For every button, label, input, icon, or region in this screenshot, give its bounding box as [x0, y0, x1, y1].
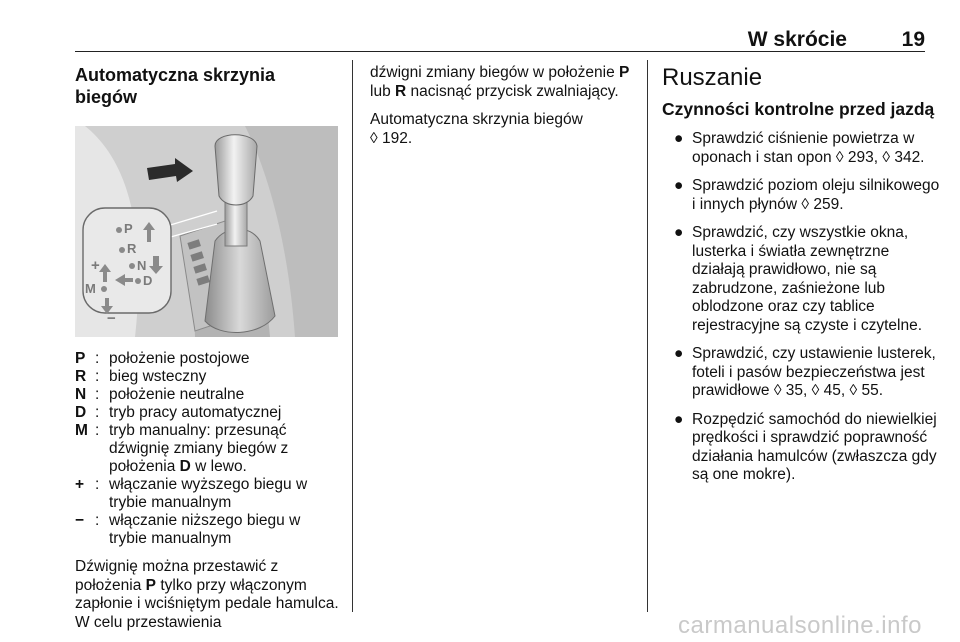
bullet-icon: ●	[674, 130, 684, 147]
column-1	[75, 64, 340, 632]
legend-key: −	[75, 512, 85, 529]
legend-desc-bold: D	[179, 458, 191, 475]
paragraph-part: nacisnąć przycisk zwalniający.	[406, 82, 619, 100]
paragraph-bold: P	[619, 64, 630, 81]
column-3	[662, 64, 942, 485]
paragraph-bold: R	[395, 82, 407, 100]
figure-label-n: N	[137, 258, 147, 273]
page-reference-link[interactable]: ◊ 192.	[370, 129, 413, 147]
section-title: Automatyczna skrzynia biegów	[75, 65, 276, 107]
legend-desc	[109, 422, 340, 476]
list-item-text: Sprawdzić poziom oleju silnikowego i innych płynów ◊ 259.	[692, 177, 940, 213]
gear-shift-figure	[75, 126, 338, 337]
gear-legend	[75, 350, 340, 548]
legend-desc: włączanie niższego biegu w trybie manualnym	[109, 512, 301, 547]
paragraph-part: Dźwignię można przestawić z położenia	[75, 558, 279, 594]
legend-desc: włączanie wyższego biegu w trybie manualnym	[109, 476, 308, 511]
list-item	[662, 224, 942, 335]
legend-key: P	[75, 350, 86, 367]
list-item	[662, 177, 942, 214]
legend-key: +	[75, 476, 85, 493]
legend-desc-part: tryb manualny: przesunąć dźwignię zmiany biegów z położenia	[109, 422, 289, 475]
legend-separator: :	[95, 512, 100, 529]
legend-key: R	[75, 368, 87, 385]
legend-separator: :	[95, 404, 100, 421]
paragraph-part: lub	[370, 82, 395, 100]
legend-item	[75, 476, 340, 512]
gear-shift-illustration	[75, 126, 338, 337]
legend-separator: :	[95, 476, 100, 493]
figure-label-minus: −	[107, 310, 116, 327]
column-2	[370, 64, 635, 148]
list-item	[662, 411, 942, 485]
legend-separator: :	[95, 386, 100, 403]
bullet-icon: ●	[674, 224, 684, 241]
legend-desc: bieg wsteczny	[109, 368, 207, 385]
reference-text: Automatyczna skrzynia biegów	[370, 111, 583, 128]
figure-label-m: M	[85, 281, 96, 296]
bullet-icon: ●	[674, 345, 684, 362]
figure-label-d: D	[143, 273, 153, 288]
shift-instruction-paragraph	[75, 558, 340, 632]
paragraph-part: dźwigni zmiany biegów w położenie	[370, 64, 619, 81]
legend-item	[75, 404, 340, 422]
figure-label-r: R	[127, 241, 137, 256]
header-title: W skrócie	[747, 28, 847, 51]
column-divider	[647, 60, 648, 612]
paragraph-part: tylko przy włączonym zapłonie i wciśniętym pedale hamulca. W celu przestawienia	[75, 576, 339, 631]
figure-label-p: P	[124, 221, 133, 236]
checklist	[662, 130, 942, 485]
subsection-heading: Czynności kontrolne przed jazdą	[662, 99, 935, 119]
list-item-text: Sprawdzić ciśnienie powietrza w oponach i stan opon ◊ 293, ◊ 342.	[692, 130, 925, 166]
legend-key: M	[75, 422, 88, 439]
legend-key: N	[75, 386, 87, 403]
legend-key: D	[75, 404, 87, 421]
legend-desc: położenie neutralne	[109, 386, 245, 403]
release-button-paragraph	[370, 64, 635, 101]
bullet-icon: ●	[674, 410, 684, 428]
watermark: carmanualsonline.info	[678, 612, 922, 639]
cross-reference-paragraph	[370, 111, 635, 148]
bullet-icon: ●	[674, 177, 684, 194]
list-item-text: Rozpędzić samochód do niewielkiej prędkości i sprawdzić poprawność działania hamulców (zwłaszcza gdy są one mokre).	[692, 410, 937, 483]
header-rule	[75, 51, 925, 52]
list-item-text: Sprawdzić, czy ustawienie lusterek, foteli i pasów bezpieczeństwa jest prawidłowe ◊ 35, ◊ 45, ◊ 55.	[692, 345, 936, 399]
legend-separator: :	[95, 368, 100, 385]
page-number: 19	[901, 28, 925, 51]
legend-item	[75, 422, 340, 476]
legend-item	[75, 368, 340, 386]
column-divider	[352, 60, 353, 612]
section-heading: Ruszanie	[662, 64, 763, 91]
legend-desc-part: w lewo.	[190, 458, 247, 475]
legend-desc: tryb pracy automatycznej	[109, 404, 282, 421]
legend-item	[75, 512, 340, 548]
list-item	[662, 345, 942, 401]
legend-desc: położenie postojowe	[109, 350, 250, 367]
figure-label-plus: +	[91, 257, 100, 274]
list-item-text: Sprawdzić, czy wszystkie okna, lusterka i światła zewnętrzne działają prawidłowo, nie są zabrudzone, zaśnieżone lub oblodzone oraz czy tablice rejestracyjne są czyste i czytelne.	[692, 224, 923, 334]
legend-separator: :	[95, 350, 100, 367]
list-item	[662, 130, 942, 167]
paragraph-bold: P	[145, 576, 157, 594]
legend-separator: :	[95, 422, 100, 439]
legend-item	[75, 386, 340, 404]
legend-item	[75, 350, 340, 368]
